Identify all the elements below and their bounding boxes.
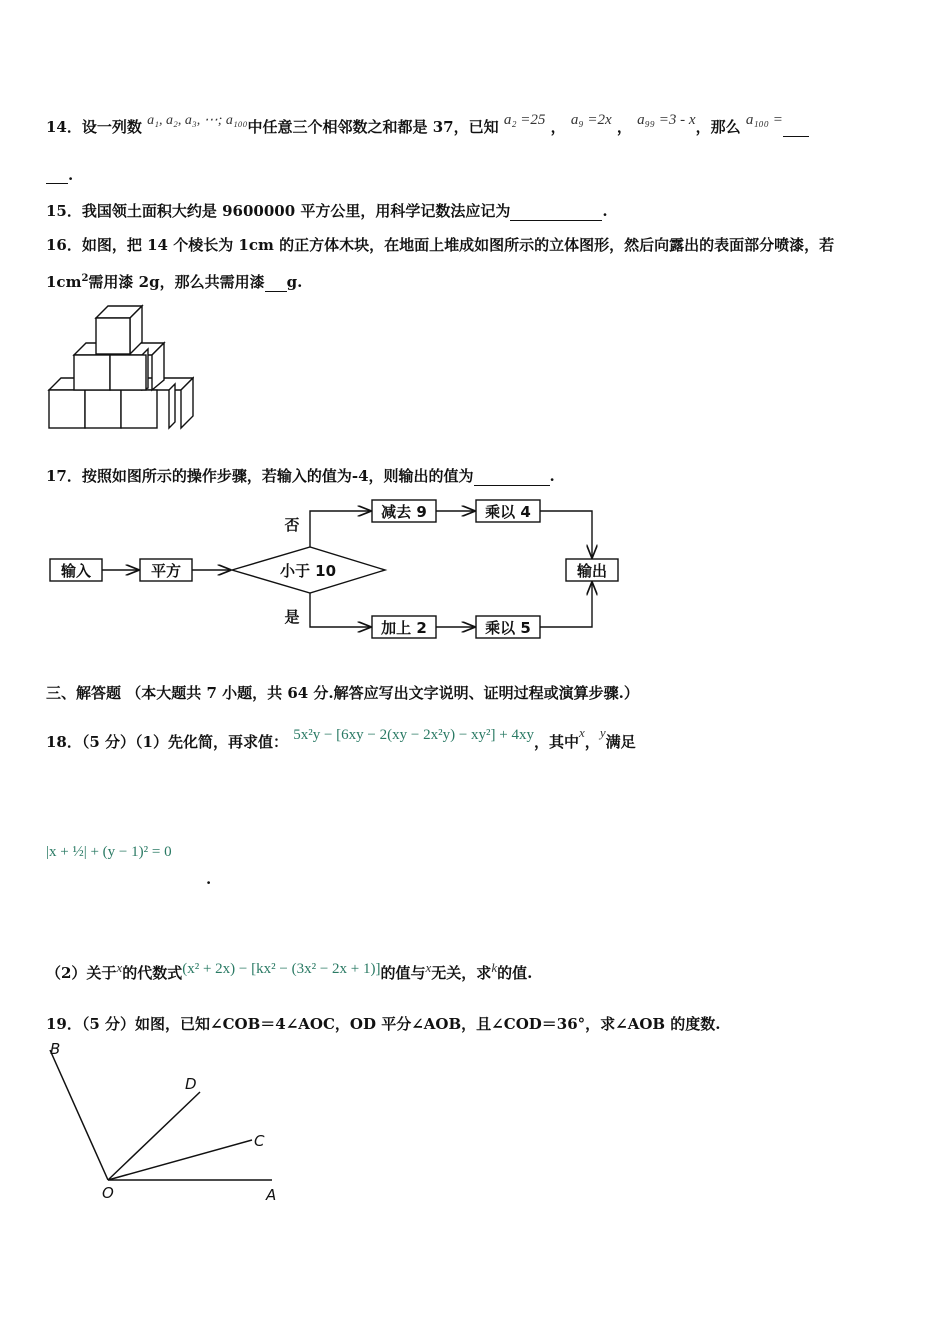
flow-condition: 小于 10	[279, 562, 337, 580]
q18-dot	[206, 870, 211, 888]
answer-blank[interactable]	[46, 169, 68, 184]
section-heading	[46, 682, 639, 703]
q14-sequence: a₁, a₂, a₃, ⋯; a₁₀₀	[147, 113, 248, 128]
q14-then: ，那么	[695, 118, 741, 136]
q15-text: 15．我国领土面积大约是 9600000 平方公里，用科学记数法应记为	[46, 202, 511, 220]
flow-no-label: 否	[284, 516, 300, 534]
q16-line2: 需用漆 2g，那么共需用漆	[88, 273, 265, 291]
q14-middle: 中任意三个相邻数之和都是 37，已知	[247, 118, 499, 136]
ray-ob	[50, 1050, 108, 1180]
flow-yes-label: 是	[284, 608, 300, 626]
answer-blank[interactable]	[510, 206, 602, 221]
flow-times-4: 乘以 4	[485, 503, 531, 521]
question-16	[46, 234, 834, 255]
q16-sup: 2	[81, 273, 89, 284]
q14-continuation	[46, 166, 73, 184]
flow-output: 输出	[576, 562, 608, 580]
q14-cond-a2: a₂ =25	[503, 112, 546, 128]
q18-condition	[46, 842, 172, 861]
label-a: A	[266, 1186, 277, 1204]
flow-minus-9: 减去 9	[381, 503, 427, 521]
q14-prefix: 设一列数	[81, 118, 142, 136]
answer-blank[interactable]	[265, 277, 287, 292]
q18-var-x: x	[579, 725, 585, 740]
flow-input: 输入	[60, 562, 92, 580]
cube	[110, 355, 146, 390]
question-14: 14．设一列数 a₁, a₂, a₃, ⋯; a₁₀₀中任意三个相邻数之和都是 37，已知 a₂ =25 ， a₉ =2x ， a₉₉ =3 - x，那么 a₁₀₀ =	[46, 116, 809, 137]
q18-part2	[46, 962, 532, 983]
q18-part2-x: x	[116, 960, 123, 975]
q18-part2-k: k	[491, 960, 498, 975]
flow-times-5: 乘以 5	[485, 619, 531, 637]
q18-part2-d: 无关，求	[431, 964, 492, 982]
question-18	[46, 725, 636, 752]
q18-expression: 5x²y − [6xy − 2(xy − 2x²y) − xy²] + 4xy	[293, 727, 534, 743]
q18-var-y: y	[599, 725, 606, 740]
label-o: O	[102, 1184, 114, 1202]
question-19	[46, 1013, 721, 1034]
answer-blank[interactable]	[474, 471, 550, 486]
q17-end: .	[549, 467, 555, 485]
q18-suffix: 满足	[605, 733, 636, 751]
label-d: D	[185, 1075, 197, 1093]
q18-dot-text: .	[206, 870, 212, 888]
q18-part2-x2: x	[425, 960, 432, 975]
q16-unit: 1cm	[46, 273, 82, 291]
q18-part2-c: 的值与	[380, 964, 426, 982]
q16-end: g.	[286, 273, 303, 291]
angle-figure	[40, 1040, 300, 1210]
q14-cond-a9: a₉ =2x	[570, 112, 612, 128]
q18-part2-b: 的代数式	[122, 964, 183, 982]
cube-stack-figure	[44, 300, 194, 432]
question-15	[46, 200, 608, 221]
flow-plus-2: 加上 2	[381, 619, 427, 637]
q17-text: 17．按照如图所示的操作步骤，若输入的值为-4，则输出的值为	[46, 467, 474, 485]
q14-cond-a99: a₉₉ =3 - x	[637, 112, 696, 128]
q14-target: a₁₀₀ =	[745, 112, 783, 128]
cube	[121, 390, 157, 428]
q15-end: .	[602, 202, 608, 220]
q18-part2-a: （2）关于	[46, 964, 117, 982]
flowchart	[0, 490, 950, 650]
q18-mid: ，其中	[534, 733, 580, 751]
question-17	[46, 465, 555, 486]
q18-part2-e: 的值.	[497, 964, 533, 982]
question-16-line2	[46, 271, 302, 292]
q14-end: .	[68, 166, 74, 184]
q18-comma: ，	[584, 733, 600, 751]
label-c: C	[254, 1132, 265, 1150]
q18-condition-expr: |x + ½| + (y − 1)² = 0	[46, 844, 172, 860]
cube	[85, 390, 121, 428]
q18-part2-expression: (x² + 2x) − [kx² − (3x² − 2x + 1)]	[182, 961, 381, 977]
flow-square: 平方	[150, 562, 182, 580]
q14-number: 14．	[46, 118, 82, 136]
cube	[49, 390, 85, 428]
q16-line1: 16．如图，把 14 个棱长为 1cm 的正方体木块，在地面上堆成如图所示的立体图形，然后向露出的表面部分喷漆，若	[46, 236, 835, 254]
label-b: B	[50, 1040, 61, 1058]
section-3-text: 三、解答题 （本大题共 7 小题，共 64 分.解答应写出文字说明、证明过程或演算步骤.）	[46, 684, 639, 702]
q18-prefix: 18．（5 分）（1）先化简，再求值：	[46, 733, 288, 751]
answer-blank[interactable]	[783, 122, 809, 137]
q19-text: 19．（5 分）如图，已知∠COB＝4∠AOC，OD 平分∠AOB，且∠COD＝36°，求∠AOB 的度数.	[46, 1015, 721, 1033]
cube	[96, 318, 130, 354]
cube	[74, 355, 110, 390]
